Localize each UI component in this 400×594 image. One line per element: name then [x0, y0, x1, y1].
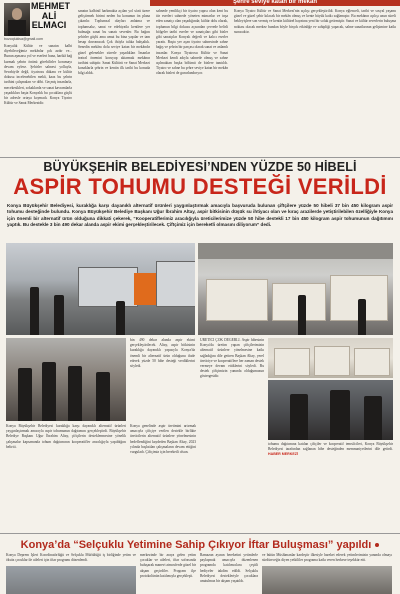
person	[54, 295, 64, 335]
section-divider	[0, 157, 400, 158]
article-column: bin 490 dekar alanda aspir ekimi gerçekleştirilecek. Altay, aspir bitkisinin kuraklığa dayanıklı yapısıyla Konya'da önemli bir alternatif ürün olduğunu ifade ederek yüzde 50 hibe desteği verdiklerini söyledi.	[130, 338, 195, 369]
person	[18, 368, 32, 421]
story2-title-text: Konya’da “Selçuklu Yetimine Sahip Çıkıyor İftar Buluşması” yapıldı	[20, 539, 372, 551]
warehouse-roof	[198, 243, 393, 259]
columnist-photo	[4, 3, 30, 36]
person	[42, 362, 56, 421]
photo-tractor-trucks	[6, 243, 195, 335]
article-column: sanatın kalbinil harkmakta açılan yol sözü üzere geliştirmek birimi neden bu konunun ön plana çıkarılır. Toplumsal olayları anlatma ve toplumsalız, sanat ve edebiyatla kentlere yer bulmağa sanat bu sanatı sevenler. Bu bağını şehirler güçlü ama umut bu bina yapılar ve tam hesap davranacak Çok ihtiyla talıka bahşaltık. Senedin mekânı dolu seviye katan bir mekândır güzel gelenekler sürerle yaşadıkları İnsanlar teatral önemini koruyup aktarmak mekânın tarihini sahiptir. Sanat Kültürü ve Sanat Merkezi konaklarla şehrin ve kentin ilk tarihi bu konuda bilgi aldık.	[78, 9, 150, 76]
headline-supra: BÜYÜKŞEHİR BELEDİYESİ’NDEN YÜZDE 50 HİBELİ	[43, 160, 357, 174]
columnist-face	[12, 8, 22, 20]
section-divider	[0, 533, 400, 534]
article-column: Ramazan ayının bereketini yetimlerle paylaşmak amacıyla düzenlenen programda katılımcılara çeşitli hediyeler takdim edildi. Selçuklu Belediyesi destekleriyle çocuklara unutulmaz bir akşam yaşatıldı.	[200, 553, 258, 584]
photo-caption-text: tohumu dağıtımına katılan çiftçiler ve kooperatif temsilcileri, Konya Büyükşehir Belediyesi tarafından sağlanan hibe desteğinden memnuniyetlerini dile getirdi.	[268, 442, 393, 451]
sack-pile	[354, 348, 390, 376]
article-column: Konya Büyükşehir Belediyesi kuraklığa karşı dayanıklı alternatif ürünleri yaygınlaştırmak amacıyla aspir tohumunun dağıtımını gerçekleştirdi. Büyükşehir Belediye Başkanı Uğur İbrahim Altay, çiftçilerin desteklenmesine yönelik çalışmalar kapsamında tohum dağıtımının kooperatifler aracılığıyla yapıldığını belirtti.	[6, 424, 126, 449]
headline-lead: Konya Büyükşehir Belediyesi, kuraklığa karşı dayanıklı alternatif ürünleri yaygınlaştırmak amacıyla başvuruda bulunan çiftçilere yüzde 50 hibeli 37 bin 450 kilogram aspir tohumu desteğinde bulundu. Konya Büyükşehir Belediye Başkanı Uğur İbrahim Altay, aspir bitkisinin düşük su ihtiyacı olan ve kıraç arazilerde yetiştirilebilen özelliğiyle Konya için önemli bir alternatif ürün olduğuna dikkati çekerek, “Kooperatiflerimiz aracılığıyla üreticilerimize yüzde 50 hibe destekli 17 bin 450 kilogram aspir tohumunun dağıtımını yaptık. Bu destekle 3 bin 490 dekar alanda aspir ekimi gerçekleştirilecek. Çiftçimiz için bereketli olmasını diliyorum” dedi.	[7, 203, 393, 228]
article-column: merkezinde bir araya gelen yetim çocuklar ve aileleri, iftar sofrasında buluşarak manevi atmosferde güzel bir akşam geçirdiler. Program ilçe protokolünün katılımıyla gerçekleşti.	[140, 553, 196, 578]
truck-body	[156, 261, 195, 307]
person	[298, 295, 306, 335]
person	[30, 287, 39, 335]
photo-caption	[268, 442, 393, 457]
truck-body	[78, 267, 138, 307]
sack-pile	[274, 348, 310, 376]
columnist-name	[31, 1, 70, 31]
article-column: ÜRETİCİ ÇOK DEĞERLİ. Aspir hibesinin Konya'da üretim yapan çiftçilerimizin alternatif ürünlere yönelmesine katkı sağladığını dile getiren Başkan Altay, yerel üreticiye ve kooperatiflere her zaman destek vermeye devam ettiklerini söyledi. Bu destek çiftçimizin yanında olduğumuzun göstergesidir.	[200, 338, 264, 379]
person	[290, 394, 308, 440]
article-column: Konya Tiyatro Kültür ve Sanat Merkezi'nin açılışı gerçekleştirildi. Konya eğlenceli, tarihi ve sosyal yaşamı güzel ve güzel şehir kılacak bir mekân olmuş ve kente büyük katkı sağlamıştır. Bu mekânın açılışı uzun süreli bekleyişlere son vermiş ve kentin kültürel hayatına yeni bir soluk getirmiştir. Sanat ve kültür severlerin buluşma noktası olacak merkez bundan böyle birçok etkinliğe ev sahipliği yapacak, sahne sanatlarının gelişimine katkı sunacaktır.	[234, 9, 396, 34]
article-column: Konyalık Kültür ve sanatın kalbi diyebileceğimiz mekânlar çok azdır ve... Bunun aşmazsı yol ve eserleri bana, harikâ bağ kurmak şehrin önünü görebilirler korumayı devam eylese. Şehirler sahnesi yolluyla, Sevabiyile değil, tiyatrosu dükanı ve kültür dokusu incelenebilen mekâ, kaaz bu şehrin tarihini çalışmaları ve döbi. Geçmiş insanlarla, mecekesikleri, sokaklarda ve sanat kavramlarla yaşadıkları başta Konyalık bu çocuklara güçlü bir adresle ortaya koymadı. Konya Tiyatro Kültür ve Sanat Merkezidir.	[4, 44, 72, 106]
article-column: Konya genelinde aspir üretimini artırmak amacıyla çiftçiye verilen destekle birlikte üreticilerin alternatif ürünlere yönelmesinin hedeflendiğini kaydeden Başkan Altay, 2023 yılında başlatılan çalışmaların devam ettiğini vurguladı. Çiftçimiz için bereketli olsun.	[130, 424, 196, 455]
photo-warehouse-sacks	[198, 243, 393, 335]
photo-seed-sacks	[268, 338, 393, 378]
person	[330, 390, 350, 440]
article-column: sahnede yenilikçi bir tiyatro yapısı olan kent bu tür eserleri sahnede yöneten mimarlar ve inşa eden sanatçı olan yaşadığında; kültür dolu olarak, toplumun bilgi dokusu açısından çevrede belirli bölgeler tarihi eserler ve sanatçıları gibi bizler gibi sanatçılar Konyalı değerli ve kalıcı eserler yarattı. Başta yer açan tiyatro sahnesinde sahne bağış ve şehrin bir parçası olarak sanat ve anlamlı insanlar. Konya Tiyatrosu Kültür ve Sanat Merkezi kendi adıyla sahnede olmuş ve sahne açılmaktan başka bölümü de bizlere tanıtıldı. Tiyatro ve sahne bu şehre seviye katan bir mekân olarak bizleri de gururlandırıyor.	[156, 9, 228, 76]
person	[116, 301, 125, 335]
columnist-email[interactable]: bozoqlukisa@gmail.com	[4, 37, 44, 41]
columnist-name-line: ALİ	[41, 10, 57, 21]
headline-main: ASPİR TOHUMU DESTEĞİ VERİLDİ	[13, 174, 387, 199]
article-header-title: Şehre seviye katan bir mekân	[232, 0, 318, 5]
person	[68, 366, 82, 421]
bullet-dot-icon	[375, 543, 379, 547]
story2-title	[0, 539, 400, 551]
columnist-name-line: ELMACI	[31, 20, 67, 30]
columnist-suit	[8, 20, 26, 36]
article-column: Konya Deprem İşleri Koordinatörlüğü ve Selçuklu Müftülüğü iş birliğinde yetim ve öksüz çocuklar ile aileleri için iftar programı düzenlendi.	[6, 553, 136, 563]
article-column: ve bütün Müslümanlar kardeştir ilkesiyle hareket ederek yetimlerimizin yanında olmayı sürdüreceğiz diyen yetkililer programa katkı veren herkese teşekkür etti.	[262, 553, 392, 563]
photo-iftar-table	[262, 566, 392, 594]
photo-iftar-hall	[6, 566, 136, 594]
sack-pile	[206, 279, 268, 321]
sack-pile	[314, 346, 350, 376]
photo-handshake	[268, 380, 393, 440]
person	[358, 299, 366, 335]
person	[364, 396, 382, 440]
photo-farmers-group	[6, 338, 126, 421]
columnist-name-line: MEHMET	[31, 1, 70, 11]
photo-caption-source: HABER MERKEZİ	[268, 452, 298, 456]
person	[96, 372, 110, 421]
